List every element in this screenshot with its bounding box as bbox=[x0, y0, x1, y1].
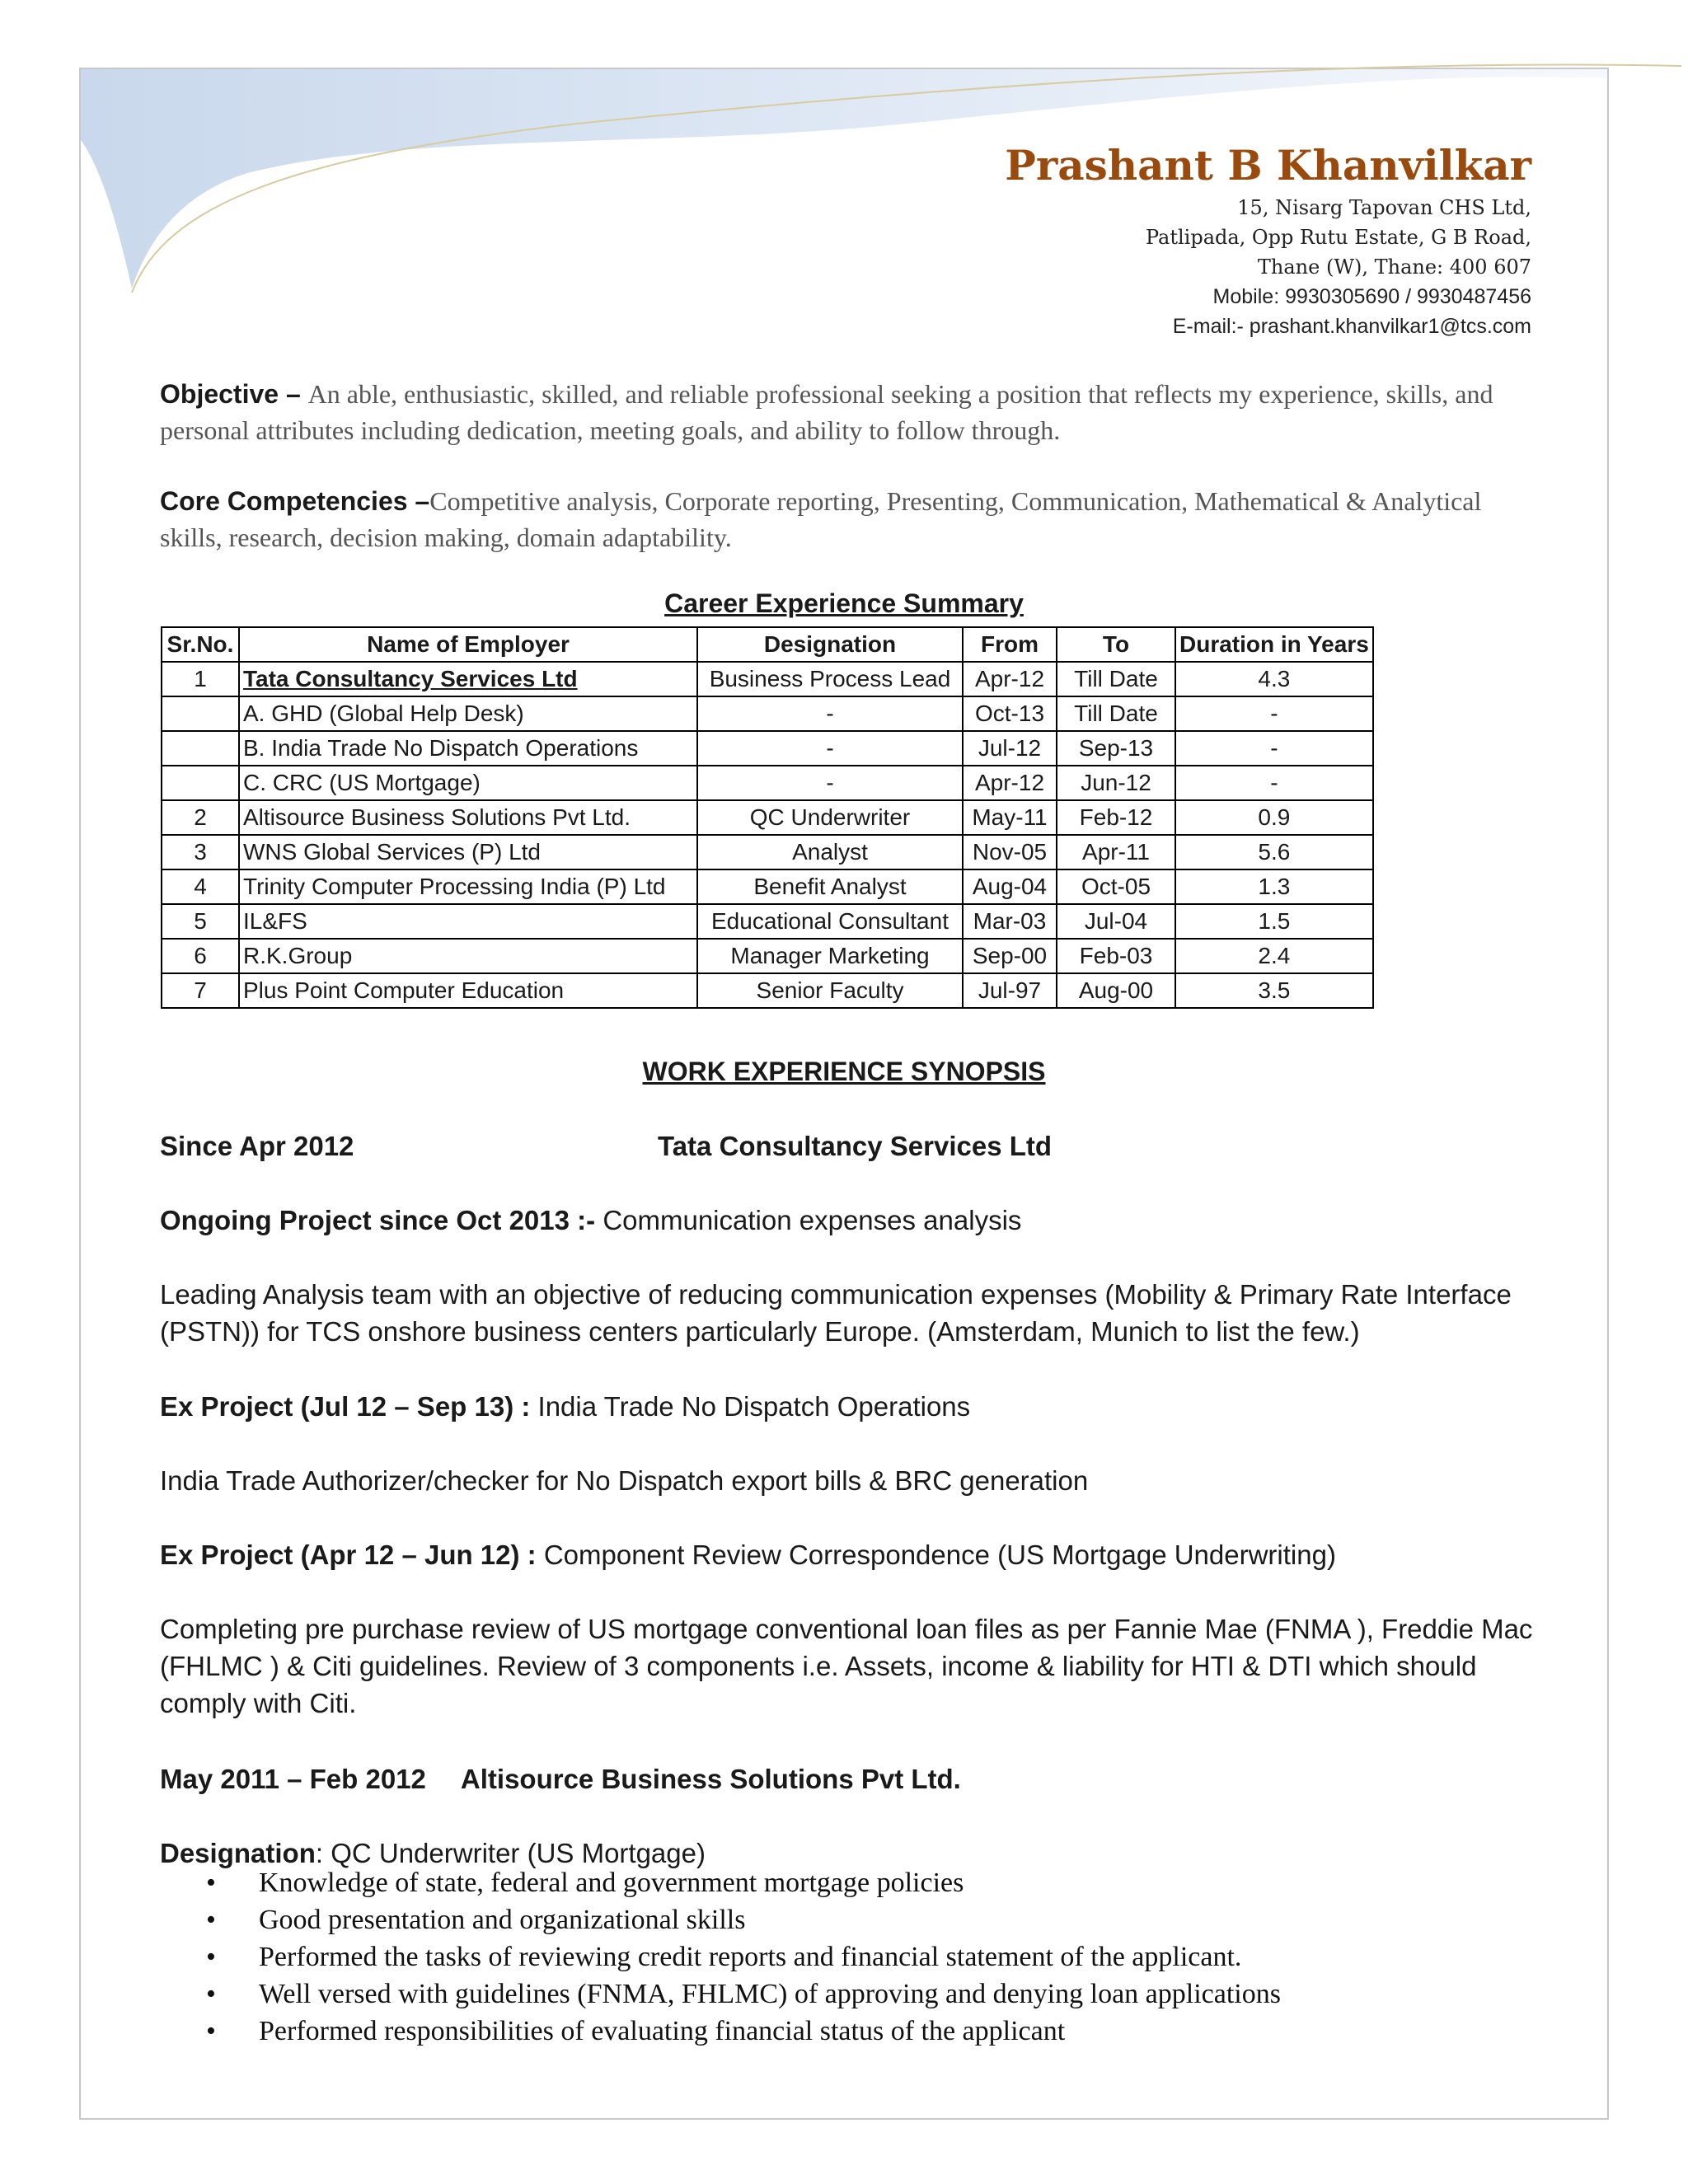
cell-duration: 2.4 bbox=[1175, 939, 1373, 973]
column-header-from: From bbox=[963, 627, 1057, 662]
altisource-period: May 2011 – Feb 2012 bbox=[160, 1764, 426, 1794]
cell-to: Apr-11 bbox=[1057, 835, 1175, 869]
list-item bbox=[206, 1938, 1281, 1975]
column-header-srno: Sr.No. bbox=[162, 627, 239, 662]
ex-project-2-description: Completing pre purchase review of US mortgage conventional loan files as per Fannie Mae (FNMA ), Freddie Mac (FHLMC ) & Citi guidelines. Review of 3 components i.e. Assets, income & liability for HTI & DTI which should comply with Citi. bbox=[160, 1614, 1533, 1718]
cell-srno: 5 bbox=[162, 904, 239, 939]
cell-to: Till Date bbox=[1057, 662, 1175, 696]
career-summary-title: Career Experience Summary bbox=[664, 588, 1024, 618]
table-row bbox=[162, 731, 1373, 766]
address-line-3: Thane (W), Thane: 400 607 bbox=[1257, 255, 1531, 279]
cell-employer: Altisource Business Solutions Pvt Ltd. bbox=[239, 800, 697, 835]
core-competencies-section bbox=[160, 483, 1528, 555]
ongoing-project-text: Communication expenses analysis bbox=[603, 1205, 1022, 1235]
objective-section bbox=[160, 376, 1528, 448]
leading-analysis-text: Leading Analysis team with an objective of reducing communication expenses (Mobility & Primary Rate Interface (PSTN)) for TCS onshore business centers particularly Europe. (Amsterdam, Munich to list the few.) bbox=[160, 1279, 1512, 1347]
tcs-company: Tata Consultancy Services Ltd bbox=[658, 1131, 1053, 1161]
cell-srno: 1 bbox=[162, 662, 239, 696]
cell-duration: 1.3 bbox=[1175, 869, 1373, 904]
cell-designation: Educational Consultant bbox=[697, 904, 963, 939]
cell-to: Sep-13 bbox=[1057, 731, 1175, 766]
cell-from: Aug-04 bbox=[963, 869, 1057, 904]
cell-employer: R.K.Group bbox=[239, 939, 697, 973]
cell-to: Aug-00 bbox=[1057, 973, 1175, 1008]
responsibility-list bbox=[206, 1864, 1281, 2050]
cell-srno: 7 bbox=[162, 973, 239, 1008]
cell-employer: A. GHD (Global Help Desk) bbox=[239, 696, 697, 731]
career-summary-table bbox=[161, 626, 1374, 1009]
bullet-icon: • bbox=[206, 2016, 216, 2046]
table-row bbox=[162, 766, 1373, 800]
core-competencies-label: Core Competencies – bbox=[160, 486, 430, 516]
table-row bbox=[162, 869, 1373, 904]
cell-srno bbox=[162, 766, 239, 800]
cell-duration: 5.6 bbox=[1175, 835, 1373, 869]
contact-header bbox=[1005, 138, 1531, 341]
designation-text: : QC Underwriter (US Mortgage) bbox=[315, 1838, 706, 1868]
designation-label: Designation bbox=[160, 1838, 316, 1868]
cell-from: Nov-05 bbox=[963, 835, 1057, 869]
list-item-text: Well versed with guidelines (FNMA, FHLMC) of approving and denying loan applications bbox=[259, 1979, 1281, 2009]
cell-from: Jul-97 bbox=[963, 973, 1057, 1008]
table-row bbox=[162, 800, 1373, 835]
cell-employer: Trinity Computer Processing India (P) Ltd bbox=[239, 869, 697, 904]
ex-project-1 bbox=[160, 1388, 1545, 1425]
cell-to: Till Date bbox=[1057, 696, 1175, 731]
list-item bbox=[206, 1901, 1281, 1938]
ex-project-1-label: Ex Project (Jul 12 – Sep 13) : bbox=[160, 1391, 531, 1422]
tcs-period: Since Apr 2012 bbox=[160, 1131, 354, 1161]
cell-designation: - bbox=[697, 766, 963, 800]
list-item bbox=[206, 1975, 1281, 2013]
objective-text: An able, enthusiastic, skilled, and reliable professional seeking a position that reflects my experience, skills, and personal attributes including dedication, meeting goals, and ability to follow through. bbox=[160, 379, 1493, 445]
table-row bbox=[162, 973, 1373, 1008]
column-header-employer: Name of Employer bbox=[239, 627, 697, 662]
bullet-icon: • bbox=[206, 1905, 216, 1935]
ex-project-1-description: India Trade Authorizer/checker for No Dispatch export bills & BRC generation bbox=[160, 1465, 1089, 1496]
candidate-name: Prashant B Khanvilkar bbox=[1005, 141, 1531, 190]
table-row bbox=[162, 835, 1373, 869]
cell-designation: Analyst bbox=[697, 835, 963, 869]
column-header-to: To bbox=[1057, 627, 1175, 662]
list-item bbox=[206, 1864, 1281, 1901]
cell-designation: Business Process Lead bbox=[697, 662, 963, 696]
cell-to: Jul-04 bbox=[1057, 904, 1175, 939]
cell-employer: Tata Consultancy Services Ltd bbox=[239, 662, 697, 696]
cell-srno: 4 bbox=[162, 869, 239, 904]
cell-duration: - bbox=[1175, 696, 1373, 731]
cell-to: Oct-05 bbox=[1057, 869, 1175, 904]
address-line-1: 15, Nisarg Tapovan CHS Ltd, bbox=[1237, 196, 1531, 219]
table-row bbox=[162, 939, 1373, 973]
cell-to: Feb-03 bbox=[1057, 939, 1175, 973]
cell-employer: IL&FS bbox=[239, 904, 697, 939]
cell-duration: 0.9 bbox=[1175, 800, 1373, 835]
ex-project-2-label: Ex Project (Apr 12 – Jun 12) : bbox=[160, 1540, 537, 1570]
cell-designation: - bbox=[697, 731, 963, 766]
cell-duration: 4.3 bbox=[1175, 662, 1373, 696]
ex-project-2 bbox=[160, 1536, 1545, 1573]
email-address: E-mail:- prashant.khanvilkar1@tcs.com bbox=[1172, 315, 1531, 338]
list-item-text: Performed the tasks of reviewing credit reports and financial statement of the applicant. bbox=[259, 1942, 1242, 1972]
cell-to: Jun-12 bbox=[1057, 766, 1175, 800]
cell-employer: B. India Trade No Dispatch Operations bbox=[239, 731, 697, 766]
cell-employer: WNS Global Services (P) Ltd bbox=[239, 835, 697, 869]
list-item bbox=[206, 2013, 1281, 2050]
cell-from: May-11 bbox=[963, 800, 1057, 835]
table-row bbox=[162, 662, 1373, 696]
core-competencies-text: Competitive analysis, Corporate reporting, Presenting, Communication, Mathematical & Analytical skills, research, decision making, domain adaptability. bbox=[160, 486, 1482, 552]
ongoing-project-label: Ongoing Project since Oct 2013 :- bbox=[160, 1205, 596, 1235]
table-row bbox=[162, 696, 1373, 731]
mobile-number: Mobile: 9930305690 / 9930487456 bbox=[1212, 285, 1531, 308]
cell-srno bbox=[162, 696, 239, 731]
table-row bbox=[162, 904, 1373, 939]
cell-from: Sep-00 bbox=[963, 939, 1057, 973]
cell-employer: Plus Point Computer Education bbox=[239, 973, 697, 1008]
list-item-text: Performed responsibilities of evaluating financial status of the applicant bbox=[259, 2016, 1066, 2046]
cell-duration: - bbox=[1175, 766, 1373, 800]
address-line-2: Patlipada, Opp Rutu Estate, G B Road, bbox=[1145, 226, 1531, 249]
altisource-heading bbox=[160, 1760, 1545, 1797]
bullet-icon: • bbox=[206, 1868, 216, 1898]
column-header-designation: Designation bbox=[697, 627, 963, 662]
cell-srno: 3 bbox=[162, 835, 239, 869]
cell-designation: Manager Marketing bbox=[697, 939, 963, 973]
cell-designation: QC Underwriter bbox=[697, 800, 963, 835]
work-synopsis-title: WORK EXPERIENCE SYNOPSIS bbox=[642, 1057, 1046, 1086]
cell-duration: 1.5 bbox=[1175, 904, 1373, 939]
cell-from: Apr-12 bbox=[963, 662, 1057, 696]
altisource-company: Altisource Business Solutions Pvt Ltd. bbox=[460, 1764, 961, 1794]
cell-srno bbox=[162, 731, 239, 766]
cell-from: Jul-12 bbox=[963, 731, 1057, 766]
column-header-duration: Duration in Years bbox=[1175, 627, 1373, 662]
cell-from: Oct-13 bbox=[963, 696, 1057, 731]
cell-designation: Senior Faculty bbox=[697, 973, 963, 1008]
cell-duration: 3.5 bbox=[1175, 973, 1373, 1008]
list-item-text: Good presentation and organizational skills bbox=[259, 1905, 746, 1935]
cell-employer: C. CRC (US Mortgage) bbox=[239, 766, 697, 800]
cell-to: Feb-12 bbox=[1057, 800, 1175, 835]
objective-label: Objective – bbox=[160, 379, 301, 409]
list-item-text: Knowledge of state, federal and government mortgage policies bbox=[259, 1868, 964, 1898]
cell-from: Mar-03 bbox=[963, 904, 1057, 939]
cell-srno: 6 bbox=[162, 939, 239, 973]
table-header-row bbox=[162, 627, 1373, 662]
cell-srno: 2 bbox=[162, 800, 239, 835]
bullet-icon: • bbox=[206, 1979, 216, 2009]
ongoing-project bbox=[160, 1202, 1545, 1239]
bullet-icon: • bbox=[206, 1942, 216, 1972]
cell-duration: - bbox=[1175, 731, 1373, 766]
cell-from: Apr-12 bbox=[963, 766, 1057, 800]
ex-project-1-text: India Trade No Dispatch Operations bbox=[537, 1391, 971, 1422]
cell-designation: - bbox=[697, 696, 963, 731]
ex-project-2-text: Component Review Correspondence (US Mortgage Underwriting) bbox=[543, 1540, 1336, 1570]
cell-designation: Benefit Analyst bbox=[697, 869, 963, 904]
